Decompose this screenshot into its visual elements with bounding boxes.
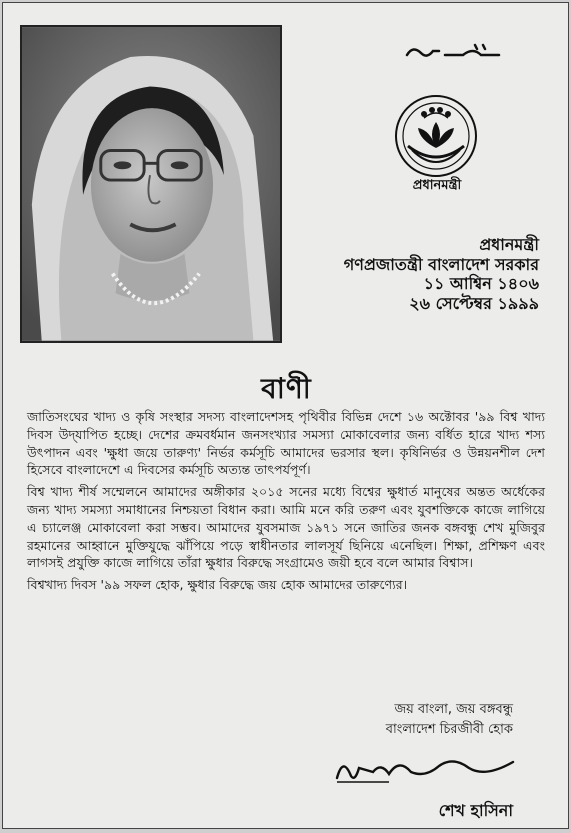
government-emblem-icon: [388, 88, 484, 184]
portrait-photo: [20, 25, 282, 343]
portrait-illustration: [22, 27, 280, 341]
date-english: ২৬ সেপ্টেম্বর ১৯৯৯: [409, 293, 539, 313]
closing-line: জয় বাংলা, জয় বঙ্গবন্ধু: [394, 702, 513, 717]
emblem-caption: প্রধানমন্ত্রী: [412, 178, 462, 193]
closing-slogans: [343, 700, 513, 740]
issuer-government: গণপ্রজাতন্ত্রী বাংলাদেশ সরকার: [343, 254, 539, 274]
issuer-title: প্রধানমন্ত্রী: [479, 235, 539, 254]
date-bangla: ১১ আশ্বিন ১৪০৬: [423, 274, 539, 294]
body-paragraph: বিশ্ব খাদ্য শীর্ষ সম্মেলনে আমাদের অঙ্গীকার ২০১৫ সনের মধ্যে বিশ্বের ক্ষুধার্ত মানুষের অন্তত অর্ধেকের জন্য খাদ্য সমস্যা সমাধানের নিশ্চয়তা বিধান করা। আমি মনে করি তরুণ এবং যুবশক্তিকে কাজে লাগিয়ে এ চ্যালেঞ্জ মোকাবেলা করা সম্ভব। আমাদের যুবসমাজ ১৯৭১ সনে জাতির জনক বঙ্গবন্ধু শেখ মুজিবুর রহমানের আহ্বানে মুক্তিযুদ্ধে ঝাঁপিয়ে পড়ে স্বাধীনতার লালসূর্য ছিনিয়ে এনেছিল। শিক্ষা, প্রশিক্ষণ এবং লাগসই প্রযুক্তি কাজে লাগিয়ে তাঁরা ক্ষুধার বিরুদ্ধে সংগ্রামেও জয়ী হবে বলে আমার বিশ্বাস।: [27, 484, 545, 571]
body-paragraph: জাতিসংঘের খাদ্য ও কৃষি সংস্থার সদস্য বাংলাদেশসহ পৃথিবীর বিভিন্ন দেশে ১৬ অক্টোবর '৯৯ বিশ্ব খাদ্য দিবস উদ্‌যাপিত হচ্ছে। দেশের ক্রমবর্ধমান জনসংখ্যার সমস্যা মোকাবেলার জন্য বর্ধিত হারে খাদ্য শস্য উৎপাদন এবং 'ক্ষুধা জয়ে তারুণ্য' নির্ভর কর্মসূচি আমাদের ভরসার স্থল। কৃষিনির্ভর ও উন্নয়নশীল দেশ হিসেবে বাংলাদেশে এ দিবসের কর্মসূচি অত্যন্ত তাৎপর্যপূর্ণ।: [27, 409, 545, 478]
signatory-name: শেখ হাসিনা: [438, 801, 513, 820]
message-page: [2, 2, 569, 829]
issuer-header: [293, 235, 539, 313]
bismillah-calligraphy: [403, 41, 503, 63]
closing-line: বাংলাদেশ চিরজীবী হোক: [385, 722, 513, 737]
message-body: [27, 408, 545, 598]
body-paragraph: বিশ্বখাদ্য দিবস '৯৯ সফল হোক, ক্ষুধার বিরুদ্ধে জয় হোক আমাদের তারুণ্যের।: [27, 577, 408, 593]
message-title: বাণী: [261, 372, 312, 405]
handwritten-signature: [329, 748, 519, 788]
